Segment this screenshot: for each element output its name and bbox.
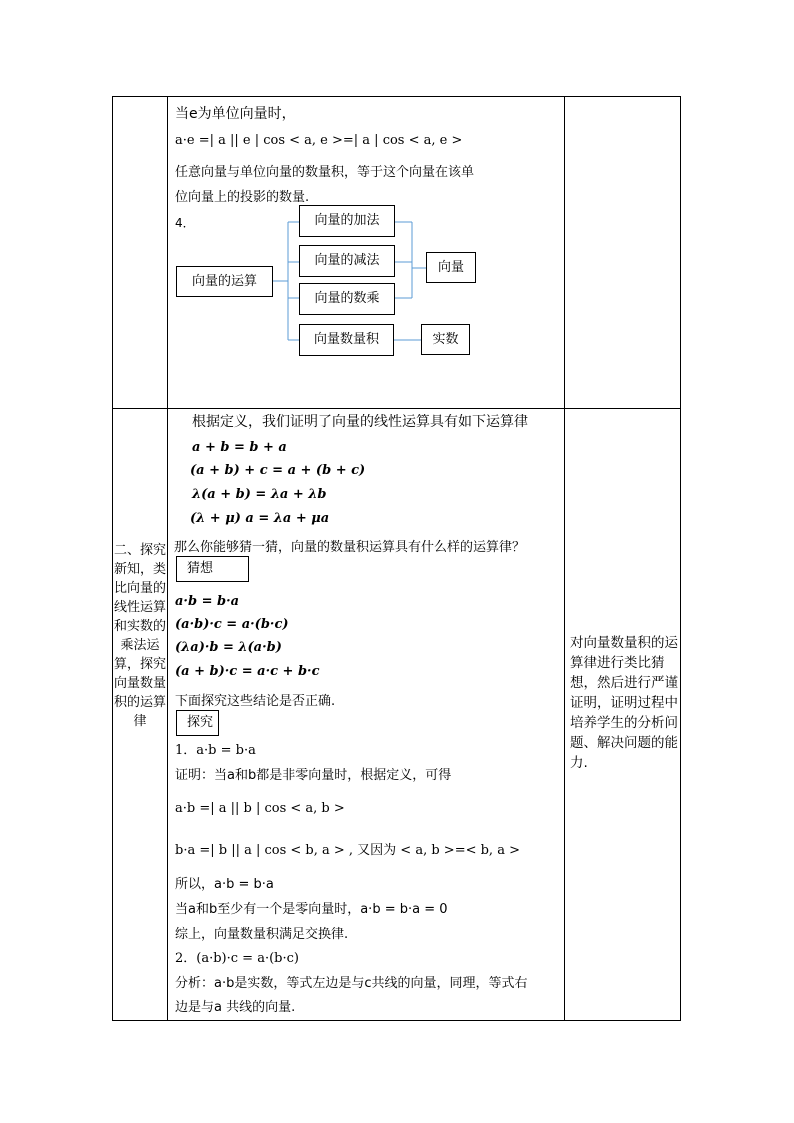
- law-associative-add: (a + b) + c = a + (b + c): [190, 463, 366, 478]
- proof-1-heading: 1．a·b = b·a: [175, 743, 256, 758]
- proof-1-summary: 综上，向量数量积满足交换律.: [175, 927, 349, 942]
- explore-label-box: 探究: [176, 710, 219, 736]
- formula-ba: b·a =| b || a | cos < b, a > , 又因为 < a, b >=< b, a >: [175, 843, 520, 858]
- guess-question: 那么你能够猜一猜，向量的数量积运算具有什么样的运算律？: [174, 540, 526, 555]
- explore-intro: 下面探究这些结论是否正确.: [175, 694, 336, 709]
- section-title: 二、探究新知，类比向量的线性运算和实数的乘法运算，探究向量数量积的运算律: [113, 543, 166, 729]
- formula-ab: a·b =| a || b | cos < a, b >: [175, 801, 345, 816]
- law-scalar-sum: (λ + μ) a = λa + μa: [190, 511, 330, 526]
- guess-distributive: (a + b)·c = a·c + b·c: [175, 664, 320, 679]
- projection-paragraph-line2: 位向量上的投影的数量.: [175, 190, 310, 205]
- diagram-real-node: 实数: [421, 324, 470, 355]
- analysis-line1: 分析：a·b是实数，等式左边是与c共线的向量，同理，等式右: [175, 976, 528, 991]
- formula-unit-projection: a·e =| a || e | cos < a, e >=| a | cos < a, e >: [175, 133, 463, 148]
- diagram-dot-node: 向量数量积: [299, 324, 394, 356]
- diagram-sub-node: 向量的减法: [299, 245, 395, 277]
- linear-ops-intro: 根据定义，我们证明了向量的线性运算具有如下运算律: [192, 414, 528, 430]
- diagram-vector-node: 向量: [426, 252, 476, 283]
- projection-paragraph-line1: 任意向量与单位向量的数量积，等于这个向量在该单: [175, 165, 475, 180]
- proof-1-zero-case: 当a和b至少有一个是零向量时，a·b = b·a = 0: [175, 902, 448, 917]
- proof-2-heading: 2．(a·b)·c = a·(b·c): [175, 951, 299, 966]
- diagram-mul-node: 向量的数乘: [299, 283, 395, 315]
- guess-associative: (a·b)·c = a·(b·c): [175, 617, 289, 632]
- diagram-root-node: 向量的运算: [176, 266, 273, 297]
- guess-commutative: a·b = b·a: [175, 594, 240, 609]
- guess-label-box: 猜想: [176, 556, 249, 582]
- item-4-label: 4．: [175, 216, 195, 230]
- proof-1-conclusion: 所以，a·b = b·a: [175, 877, 274, 892]
- unit-vector-heading: 当e为单位向量时，: [175, 106, 296, 122]
- teaching-intent-note: 对向量数量积的运算律进行类比猜想，然后进行严谨证明，证明过程中培养学生的分析问题、解决问题的能力.: [570, 635, 678, 771]
- law-scalar-distributive: λ(a + b) = λa + λb: [192, 487, 327, 502]
- law-commutative-add: a + b = b + a: [192, 440, 287, 455]
- proof-1-statement: 证明：当a和b都是非零向量时，根据定义，可得: [175, 768, 452, 783]
- analysis-line2: 边是与a 共线的向量.: [175, 1000, 296, 1015]
- guess-scalar: (λa)·b = λ(a·b): [175, 640, 282, 655]
- diagram-add-node: 向量的加法: [299, 205, 395, 237]
